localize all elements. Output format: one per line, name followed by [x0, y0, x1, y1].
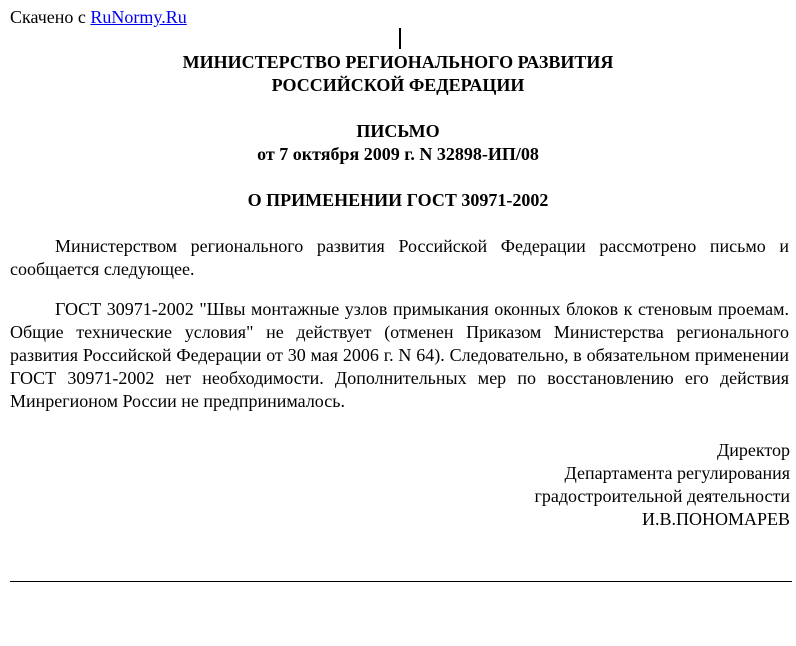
signature-block: [534, 439, 790, 531]
document-subject: О ПРИМЕНЕНИИ ГОСТ 30971-2002: [247, 190, 549, 210]
ministry-heading: [0, 51, 796, 97]
signature-name: И.В.ПОНОМАРЕВ: [641, 509, 790, 529]
paragraph-2: ГОСТ 30971-2002 "Швы монтажные узлов примыкания оконных блоков к стеновым проемам. Общие технические условия" не действует (отменен Приказом Министерства регионального развития Российской Федерации от 30 мая 2006 г. N 64). Следовательно, в обязательном применении ГОСТ 30971-2002 нет необходимости. Дополнительных мер по восстановлению его действия Минрегионом России не предпринималось.: [10, 299, 789, 411]
text-cursor: [399, 28, 401, 49]
source-line: [10, 6, 187, 28]
signature-department-2: градостроительной деятельности: [534, 486, 790, 506]
signature-position: Директор: [716, 440, 790, 460]
ministry-line-2: РОССИЙСКОЙ ФЕДЕРАЦИИ: [271, 75, 525, 95]
paragraph-1: Министерством регионального развития Российской Федерации рассмотрено письмо и сообщается следующее.: [10, 236, 789, 279]
ministry-line-1: МИНИСТЕРСТВО РЕГИОНАЛЬНОГО РАЗВИТИЯ: [182, 52, 614, 72]
document-heading: [0, 120, 796, 166]
source-link[interactable]: RuNormy.Ru: [90, 7, 187, 27]
source-prefix: Скачено с: [10, 7, 86, 27]
horizontal-divider: [10, 581, 792, 582]
signature-department-1: Департамента регулирования: [564, 463, 790, 483]
document-date-number: от 7 октября 2009 г. N 32898-ИП/08: [257, 144, 539, 164]
document-type: ПИСЬМО: [356, 121, 440, 141]
